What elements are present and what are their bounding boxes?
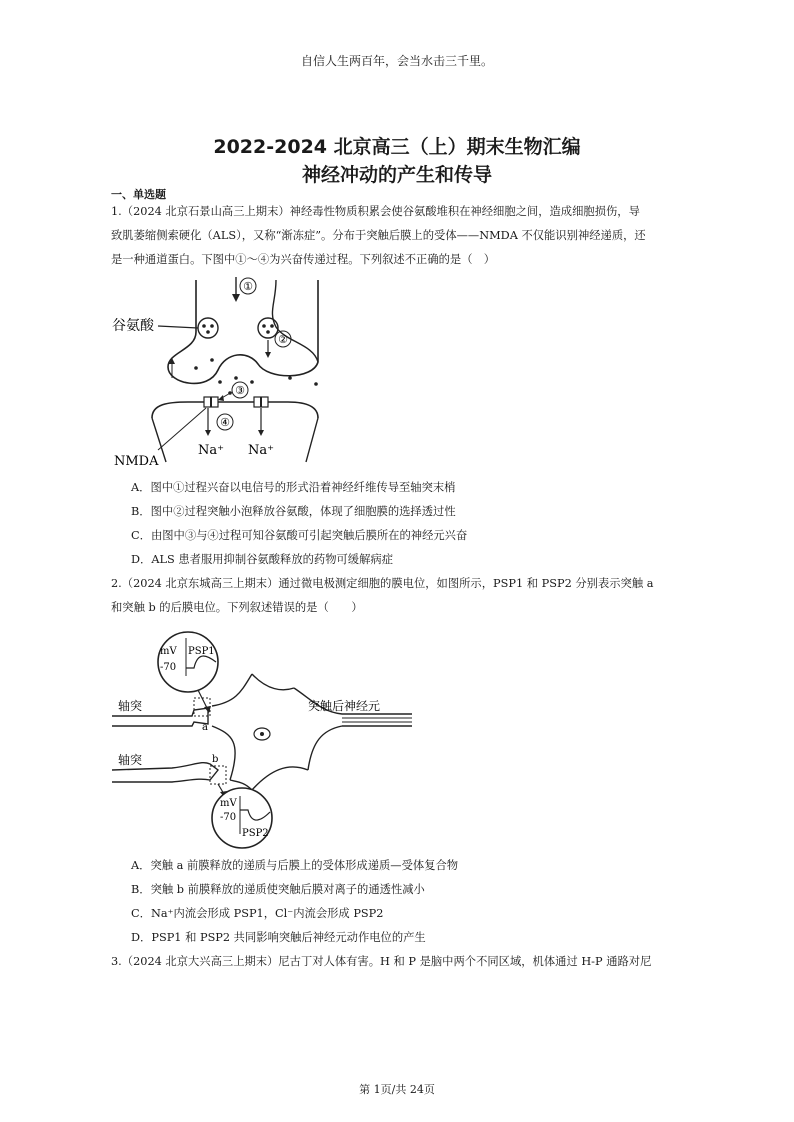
axon-label-2: 轴突 [118,753,143,767]
step-2-label: ② [278,333,288,346]
document-subtitle: 神经冲动的产生和传导 [301,164,492,186]
postsynaptic-neuron [212,674,412,790]
glutamate-label: 谷氨酸 [112,318,154,334]
psp2-value-label: -70 [220,812,237,823]
step-3-label: ③ [235,384,245,397]
psp2-label: PSP2 [242,828,269,839]
q2-line-2: 和突触 b 的后膜电位。下列叙述错误的是（ ） [111,601,363,614]
q1-option-b[interactable]: B．图中②过程突触小泡释放谷氨酸，体现了细胞膜的选择透过性 [131,505,456,518]
q2-option-a[interactable]: A．突触 a 前膜释放的递质与后膜上的受体形成递质—受体复合物 [131,859,459,872]
nmda-label: NMDA [114,454,159,469]
psp1-value-label: -70 [160,662,177,673]
document-title: 2022-2024 北京高三（上）期末生物汇编 [213,136,581,158]
page-motto: 自信人生两百年，会当水击三千里。 [300,54,493,68]
vesicle-right [258,318,278,338]
q1-option-a[interactable]: A．图中①过程兴奋以电信号的形式沿着神经纤维传导至轴突末梢 [131,481,456,494]
vesicle-left [198,318,218,338]
q1-line-3: 是一种通道蛋白。下图中①～④为兴奋传递过程。下列叙述不正确的是（ ） [111,253,496,266]
synapse-a-label: a [202,722,208,733]
psp-figure [112,630,412,850]
postsynaptic-membrane [152,402,318,418]
q1-line-2: 致肌萎缩侧索硬化（ALS），又称“渐冻症”。分布于突触后膜上的受体——NMDA 不仅能识别神经递质，还 [111,229,646,242]
q1-option-d[interactable]: D．ALS 患者服用抑制谷氨酸释放的药物可缓解病症 [131,553,393,566]
q3-line-1: 3.（2024 北京大兴高三上期末）尼古丁对人体有害。H 和 P 是脑中两个不同区域，机体通过 H-P 通路对尼 [111,955,652,968]
neuron-label: 突触后神经元 [308,699,381,713]
psp1-label: PSP1 [188,646,215,657]
psp2-mv-label: mV [220,798,237,809]
na-label-left: Na⁺ [198,443,224,458]
presynaptic-terminal [168,280,318,383]
na-label-right: Na⁺ [248,443,274,458]
q2-line-1: 2.（2024 北京东城高三上期末）通过微电极测定细胞的膜电位，如图所示，PSP1 和 PSP2 分别表示突触 a [111,577,654,590]
q2-option-c[interactable]: C．Na⁺内流会形成 PSP1，Cl⁻内流会形成 PSP2 [131,907,384,920]
page-number: 第 1页/共 24页 [359,1083,435,1096]
q2-option-b[interactable]: B．突触 b 前膜释放的递质使突触后膜对离子的通透性减小 [131,883,425,896]
q2-option-d[interactable]: D．PSP1 和 PSP2 共同影响突触后神经元动作电位的产生 [131,931,426,944]
axon-label-1: 轴突 [118,699,143,713]
section-heading: 一、单选题 [111,188,166,201]
step-4-label: ④ [220,416,230,429]
psp1-mv-label: mV [160,646,177,657]
q1-line-1: 1.（2024 北京石景山高三上期末）神经毒性物质积累会使谷氨酸堆积在神经细胞之间，造成细胞损伤，导 [111,205,640,218]
synapse-b-label: b [212,754,219,765]
synapse-figure [108,272,338,472]
step-1-label: ① [243,280,253,293]
q1-option-c[interactable]: C．由图中③与④过程可知谷氨酸可引起突触后膜所在的神经元兴奋 [131,529,468,542]
